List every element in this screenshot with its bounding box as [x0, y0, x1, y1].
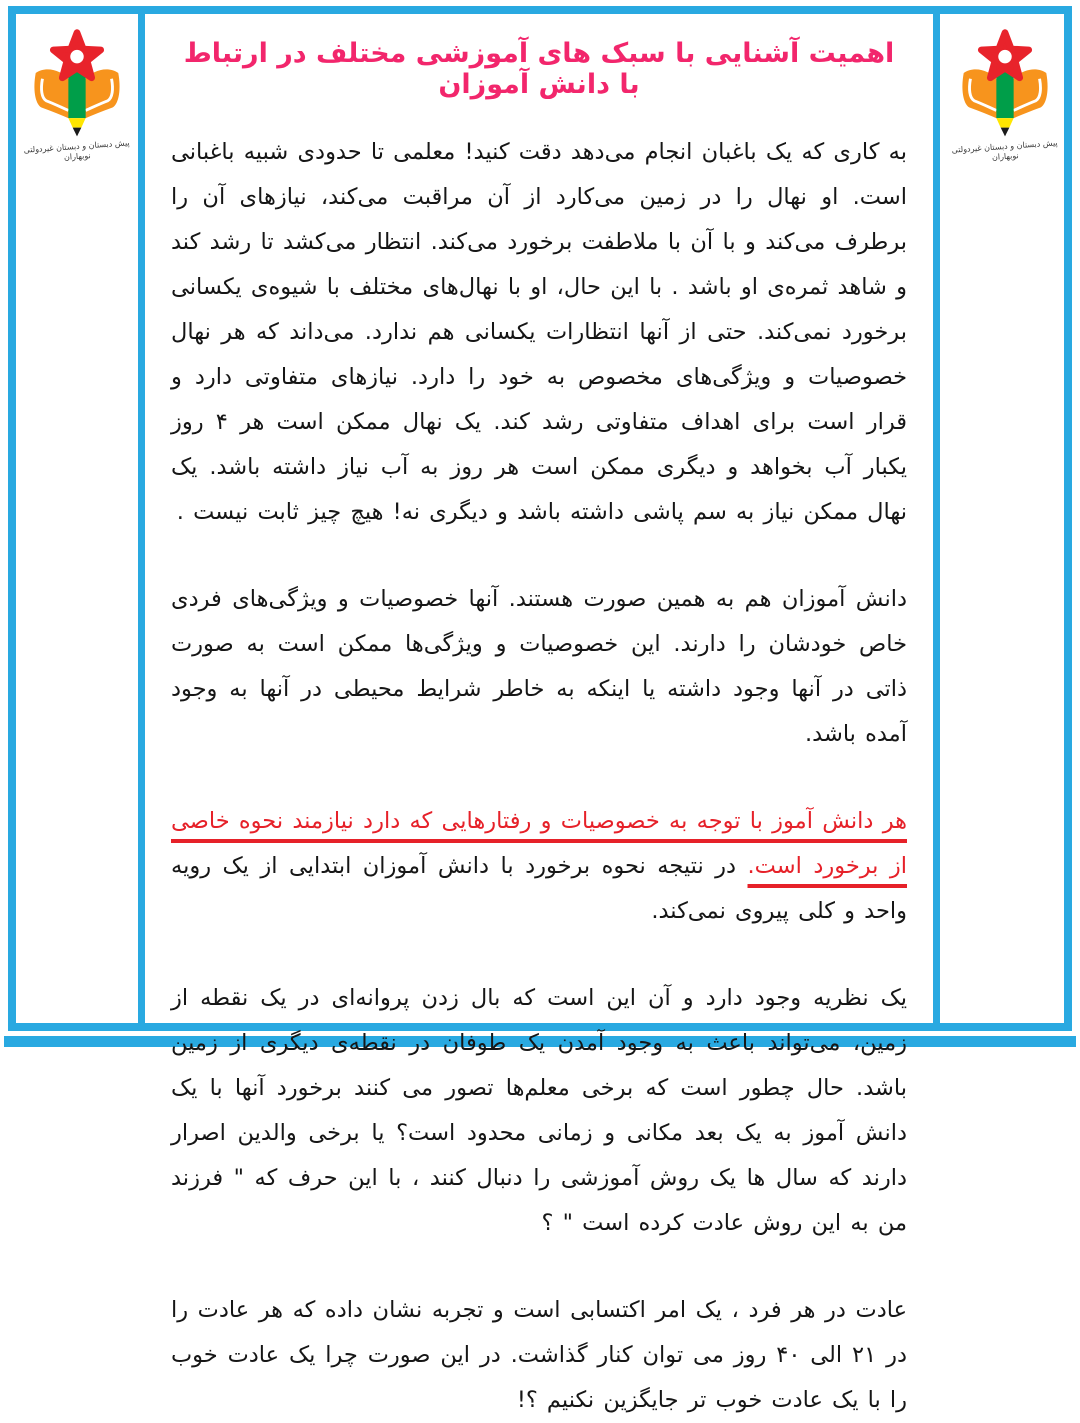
school-name-caption: پیش دبستان و دبستان غیردولتی نوبهاران: [950, 138, 1058, 162]
main-content: [145, 14, 933, 1413]
school-name-caption: پیش دبستان و دبستان غیردولتی نوبهاران: [23, 138, 130, 162]
paragraph: هر دانش آموز با توجه به خصوصیات و رفتارهایی که دارد نیازمند نحوه خاصی از برخورد است. در نتیجه نحوه برخورد با دانش آموزان ابتدایی از یک رویه واحد و کلی پیروی نمی‌کند.: [171, 808, 907, 924]
paragraph: دانش آموزان هم به همین صورت هستند. آنها خصوصیات و ویژگی‌های فردی خاص خودشان را دارند. این خصوصیات و ویژگی‌ها ممکن است به صورت ذاتی در آنها وجود داشته یا اینکه به خاطر شرایط محیطی در آنها به وجود آمده باشد.: [171, 586, 907, 747]
left-column-divider: [138, 14, 145, 1023]
paragraph: عادت در هر فرد ، یک امر اکتسابی است و تجربه نشان داده که هر عادت را در ۲۱ الی ۴۰ روز می توان کنار گذاشت. در این صورت چرا یک عادت خوب را با یک عادت خوب تر جایگزین نکنیم ؟!: [171, 1297, 907, 1413]
paragraph: یک نظریه وجود دارد و آن این است که بال زدن پروانه‌ای در یک نقطه از زمین، می‌تواند باعث به وجود آمدن یک طوفان در نقطه‌ی دیگری از زمین باشد. حال چطور است که برخی معلم‌ها تصور می کنند برخورد آنها با یک دانش آموز به یک بعد مکانی و زمانی محدود است؟ یا برخی والدین اصرار دارند که سال ها یک روش آموزشی را دنبال کنند ، با این حرف که " فرزند من به این روش عادت کرده است " ؟: [171, 985, 907, 1236]
flower-center: [70, 50, 83, 63]
paragraphs: [171, 130, 907, 1423]
page-title: اهمیت آشنایی با سبک های آموزشی مختلف در ارتباط با دانش آموزان: [183, 38, 895, 100]
right-logo-column: [941, 14, 1068, 162]
pencil-tip: [1000, 128, 1009, 137]
highlighted-sentence: هر دانش آموز با توجه به خصوصیات و رفتارهایی که دارد نیازمند نحوه خاصی از برخورد است.: [171, 808, 907, 879]
paragraph: به کاری که یک باغبان انجام می‌دهد دقت کنید! معلمی تا حدودی شبیه باغبانی است. او نهال را در زمین می‌کارد از آن مراقبت می‌کند، نیازهای آن را برطرف می‌کند و با آن با ملاطفت برخورد می‌کند. انتظار می‌کشد تا رشد کند و شاهد ثمره‌ی او باشد . با این حال، او با نهال‌های مختلف با شیوه‌ی یکسانی برخورد نمی‌کند. حتی از آنها انتظارات یکسانی هم ندارد. می‌داند که هر نهال خصوصیات و ویژگی‌های مخصوص به خود را دارد. نیازهای متفاوتی دارد و قرار است برای اهداف متفاوتی رشد کند. یک نهال ممکن است هر ۴ روز یکبار آب بخواهد و دیگری ممکن است هر روز به آب نیاز داشته باشد. یک نهال ممکن نیاز به سم پاشی داشته باشد و دیگری نه! هیچ چیز ثابت نیست .: [171, 139, 907, 525]
right-column-divider: [933, 14, 940, 1023]
pencil-tip: [73, 128, 82, 137]
left-logo-column: [16, 14, 138, 162]
school-logo-icon: [957, 28, 1053, 140]
school-logo-icon: [29, 28, 125, 140]
pencil-collar: [996, 118, 1013, 128]
pencil-collar: [68, 118, 85, 128]
flower-center: [998, 50, 1011, 63]
